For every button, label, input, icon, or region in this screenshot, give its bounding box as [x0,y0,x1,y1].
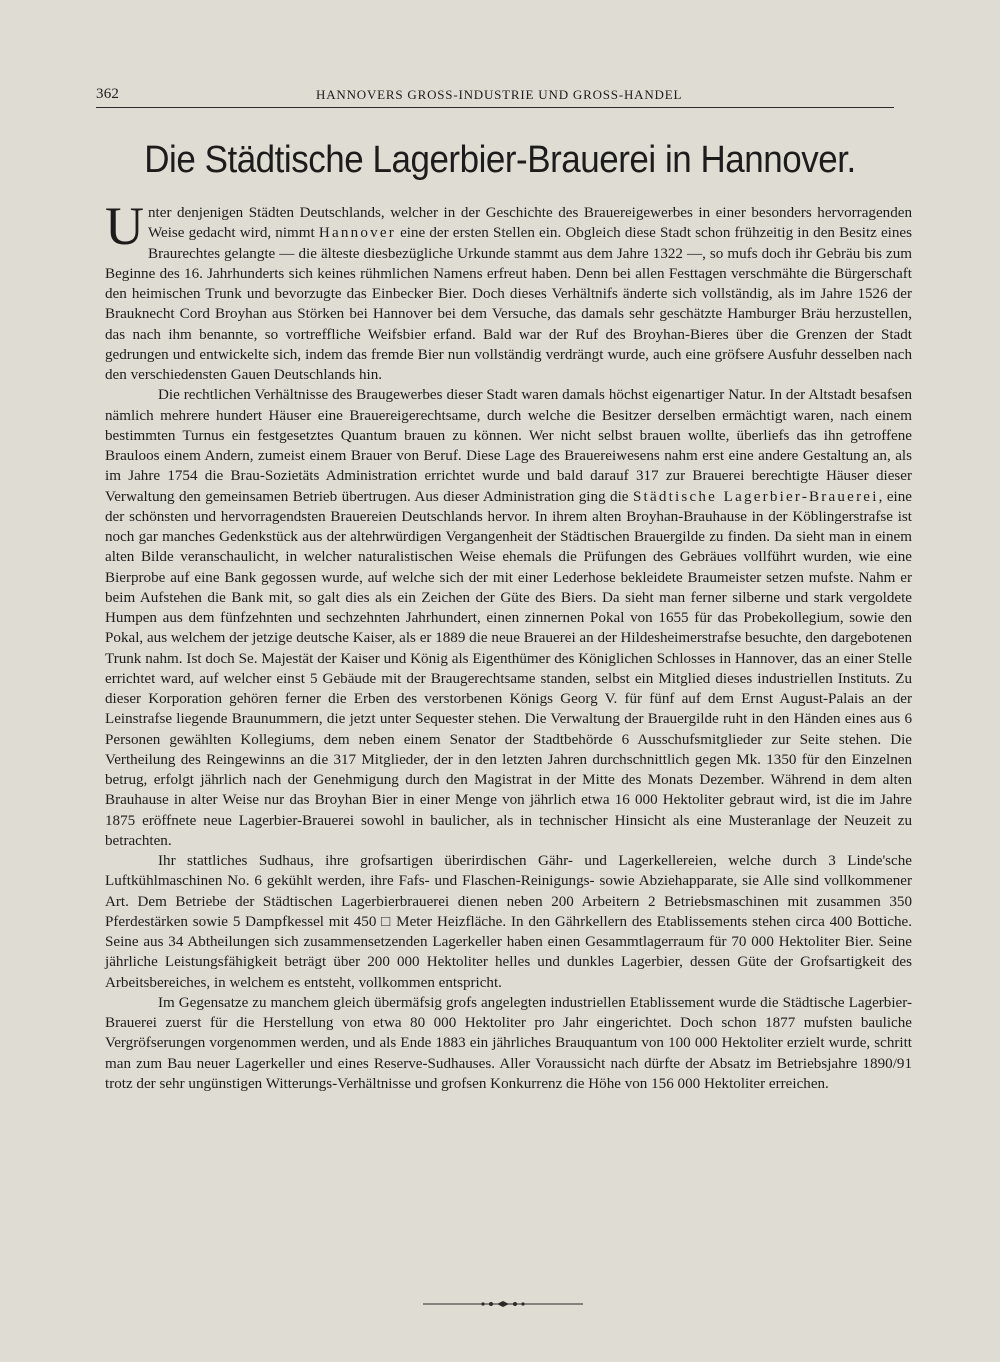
running-title: HANNOVERS GROSS-INDUSTRIE UND GROSS-HANDEL [316,87,683,102]
article-body [105,196,912,1094]
decorative-tailpiece-icon [423,1299,583,1309]
paragraph-2-text-a: Die rechtlichen Verhältnisse des Braugewerbes dieser Stadt waren damals höchst eigenartiger Natur. In der Altstadt besafsen nämlich mehrere hundert Häuser eine Brauereigerechtsame, durch welche die Besitzer derselben ermächtigt waren, nach einem bestimmten Turnus ein festgesetztes Quantum brauen zu können. Wer nicht selbst brauen wollte, überliefs das ihn getroffene Brauloos einem Andern, zumeist einem Brauer von Beruf. Diese Lage des Brauereiwesens nahm erst eine andere Gestaltung an, als im Jahre 1754 die Brau-Sozietäts Administration errichtet wurde und bald darauf 317 zur Brauerei berechtigte Häuser dieser Verwaltung den gemeinsamen Betrieb übertrugen. Aus dieser Administration ging die [105,387,912,505]
brewery-name-spaced: Städtische Lagerbier-Brauerei [632,488,879,505]
running-header [96,86,886,106]
paragraph-1-text-b: eine der ersten Stellen ein. Obgleich diese Stadt schon frühzeitig in den Besitz eines Braurechtes gelangte — die älteste diesbezügliche Urkunde stammt aus dem Jahre 1322 —, so mufs doch ihr Gebräu bis zum Beginne des 16. Jahrhunderts sich keines rühmlichen Namens erfreut haben. Denn bei allen Festtagen verschmähte die Bürgerschaft den heimischen Trunk und bevorzugte das Einbecker Bier. Doch dieses Verhältnifs änderte sich vollständig, als im Jahre 1526 der Brauknecht Cord Broyhan aus Störken bei Hannover bei dem Versuche, das damals sehr geschätzte Hamburger Bräu herzustellen, das nach ihm benannte, so vortreffliche Weifsbier erfand. Bald war der Ruf des Broyhan-Bieres über die Grenzen der Stadt gedrungen und entwickelte sich, indem das fremde Bier nun vollständig verdrängt wurde, auch eine gröfsere Ausfuhr desselben nach den verschiedensten Gauen Deutschlands hin. [105,225,912,383]
header-rule [96,107,894,108]
paragraph-1-text-a: nter denjenigen Städten Deutschlands, welcher in der Geschichte des Brauereigewerbes in einer besonders hervorragenden Weise gedacht wird, nimmt [148,205,912,242]
paragraph-2 [105,385,912,851]
paragraph-1 [105,196,912,385]
paragraph-2-text-b: , eine der schönsten und hervorragendsten Brauereien Deutschlands hervor. In ihrem alten Broyhan-Brauhause in der Köblingerstrafse ist noch gar manches Gedenkstück aus der altehrwürdigen Vergangenheit der Städtischen Brauergilde zu finden. Da sieht man in einem alten Bilde veranschaulicht, in welcher naturalistischen Weise ehemals die Prüfungen des Gebräues vollführt wurden, wie eine Bierprobe auf eine Bank gegossen wurde, auf welche sich der mit einer Lederhose bekleidete Braumeister setzen mufste. Nahm er beim Aufstehen die Bank mit, so galt dies als ein Zeichen der Güte des Biers. Da sieht man ferner silberne und stark vergoldete Humpen aus dem fünfzehnten und sechzehnten Jahrhundert, einen zinnernen Pokal von 1655 für das Probekollegium, sowie den Pokal, aus welchem der jetzige deutsche Kaiser, als er 1889 die neue Brauerei an der Hildesheimerstrafse besuchte, den dargebotenen Trunk nahm. Ist doch Se. Majestät der Kaiser und König als Eigenthümer des Königlichen Schlosses in Hannover, das an einer Stelle errichtet ward, auf welcher einst 5 Gebäude mit der Braugerechtsame standen, selbst ein Mitglied dieses industriellen Instituts. Zu dieser Korporation gehören ferner die Erben des verstorbenen Königs Georg V. für fünf auf dem Ernst August-Palais an der Leinstrafse liegende Braunummern, die jetzt unter Sequester stehen. Die Verwaltung der Brauergilde ruht in den Händen eines aus 6 Personen gewählten Kollegiums, dem neben einem Senator der Stadtbehörde 6 Ausschufsmitglieder zur Seite stehen. Die Vertheilung des Reingewinns an die 317 Mitglieder, der in den letzten Jahren durchschnittlich gegen Mk. 1350 für den Einzelnen betrug, erfolgt jährlich nach der Genehmigung durch den Magistrat in der Mitte des Monats Dezember. Während in dem alten Brauhause in alter Weise nur das Broyhan Bier in einer Menge von jährlich etwa 16 000 Hektoliter gebraut wird, ist die im Jahre 1875 eröffnete neue Lagerbier-Brauerei sowohl in baulicher, als in technischer Hinsicht als eine Musteranlage der Neuzeit zu betrachten. [105,488,912,849]
paragraph-3: Ihr stattliches Sudhaus, ihre grofsartigen überirdischen Gähr- und Lagerkellereien, welche durch 3 Linde'sche Luftkühlmaschinen No. 6 gekühlt werden, ihre Fafs- und Flaschen-Reinigungs- sowie Abziehapparate, sie Alle sind vollkommener Art. Dem Betriebe der Städtischen Lagerbierbrauerei dienen neben 200 Arbeitern 2 Betriebsmaschinen mit zusammen 350 Pferdestärken sowie 5 Dampfkessel mit 450 □ Meter Heizfläche. In den Gährkellern des Etablissements stehen circa 400 Bottiche. Seine aus 34 Abtheilungen sich zusammensetzenden Lagerkeller haben einen Gesammtlagerraum für 70 000 Hektoliter Bier. Seine jährliche Leistungsfähigkeit beträgt über 200 000 Hektoliter helles und dunkles Lagerbier, dessen Güte der Grofsartigkeit des Arbeitsbereiches, in welchem es entsteht, vollkommen entspricht. [105,853,912,991]
drop-cap: U [105,196,144,256]
paragraph-4: Im Gegensatze zu manchem gleich übermäfsig grofs angelegten industriellen Etablissement wurde die Städtische Lagerbier-Brauerei zuerst für die Herstellung von etwa 80 000 Hektoliter pro Jahr eingerichtet. Doch schon 1877 mufsten bauliche Vergröfserungen vorgenommen werden, und als Ende 1883 ein jährliches Brauquantum von 100 000 Hektoliter erzielt wurde, schritt man zum Bau neuer Lagerkeller und eines Reserve-Sudhauses. Aller Voraussicht nach dürfte der Absatz im Betriebsjahre 1890/91 trotz der sehr ungünstigen Witterungs-Verhältnisse und grofsen Konkurrenz die Höhe von 156 000 Hektoliter erreichen. [105,994,912,1092]
city-name-spaced: Hannover [318,225,396,242]
page-number: 362 [96,86,120,102]
article-title: Die Städtische Lagerbier-Brauerei in Hannover. [144,139,856,181]
